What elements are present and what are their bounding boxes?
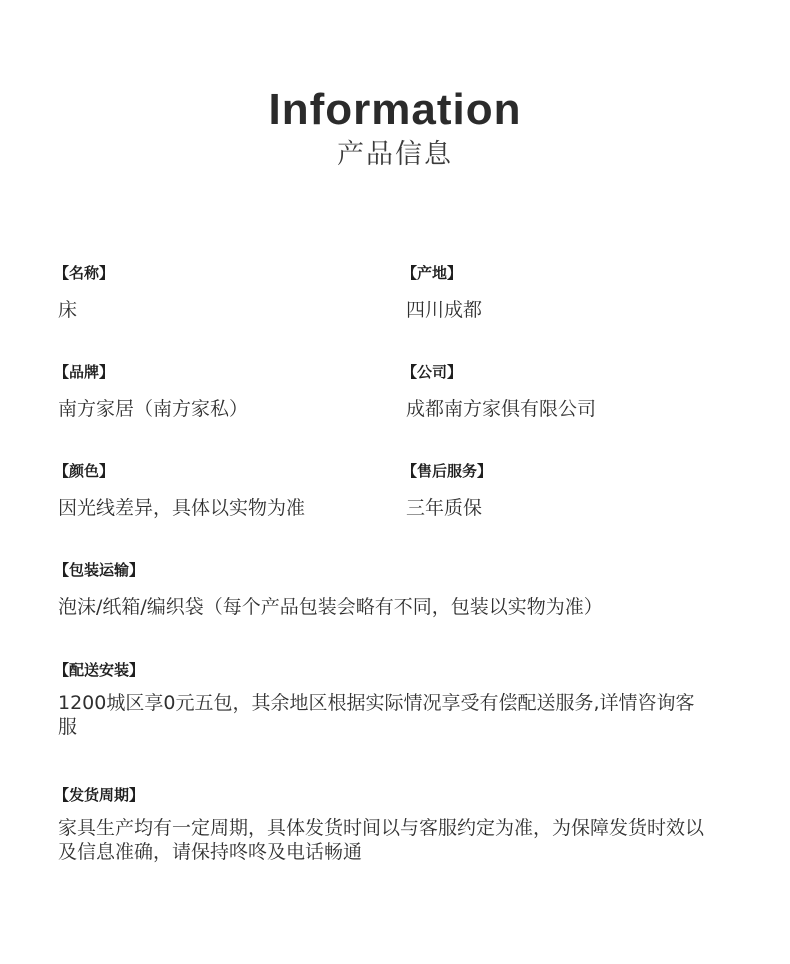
info-label-packaging: 【包装运输】 — [54, 561, 145, 579]
info-item-company — [402, 361, 754, 460]
info-value-name: 床 — [58, 299, 78, 321]
page-header — [0, 84, 790, 172]
info-value-color: 因光线差异，具体以实物为准 — [58, 497, 306, 519]
info-label-brand: 【品牌】 — [54, 363, 115, 381]
info-item-brand — [54, 361, 406, 460]
info-row-packaging — [54, 559, 718, 659]
info-value-shipping-cycle: 家具生产均有一定周期，具体发货时间以与客服约定为准，为保障发货时效以及信息准确，请保持咚咚及电话畅通 — [58, 817, 705, 863]
info-value-after-sales: 三年质保 — [406, 497, 483, 519]
info-row-shipping-cycle — [54, 784, 718, 884]
info-label-shipping-cycle: 【发货周期】 — [54, 786, 145, 804]
info-value-brand: 南方家居（南方家私） — [58, 398, 249, 420]
info-label-after-sales: 【售后服务】 — [402, 462, 493, 480]
info-item-color — [54, 460, 406, 559]
info-label-company: 【公司】 — [402, 363, 463, 381]
info-row-color-aftersales — [54, 460, 718, 559]
product-info-section — [54, 262, 718, 884]
info-item-origin — [402, 262, 754, 361]
info-label-delivery: 【配送安装】 — [54, 661, 145, 679]
info-label-origin: 【产地】 — [402, 264, 463, 282]
info-value-company: 成都南方家俱有限公司 — [406, 398, 597, 420]
info-label-color: 【颜色】 — [54, 462, 115, 480]
info-item-delivery — [54, 659, 708, 784]
page-title-chinese: 产品信息 — [337, 139, 453, 170]
info-item-name — [54, 262, 406, 361]
info-value-packaging: 泡沫/纸箱/编织袋（每个产品包装会略有不同，包装以实物为准） — [58, 596, 603, 618]
info-value-origin: 四川成都 — [406, 299, 483, 321]
info-item-after-sales — [402, 460, 754, 559]
info-row-delivery — [54, 659, 718, 784]
info-item-packaging — [54, 559, 708, 659]
page-title-english: Information — [268, 85, 522, 134]
info-label-name: 【名称】 — [54, 264, 115, 282]
info-value-delivery: 1200城区享0元五包，其余地区根据实际情况享受有偿配送服务,详情咨询客服 — [58, 692, 695, 738]
info-row-name-origin — [54, 262, 718, 361]
info-row-brand-company — [54, 361, 718, 460]
info-item-shipping-cycle — [54, 784, 708, 884]
